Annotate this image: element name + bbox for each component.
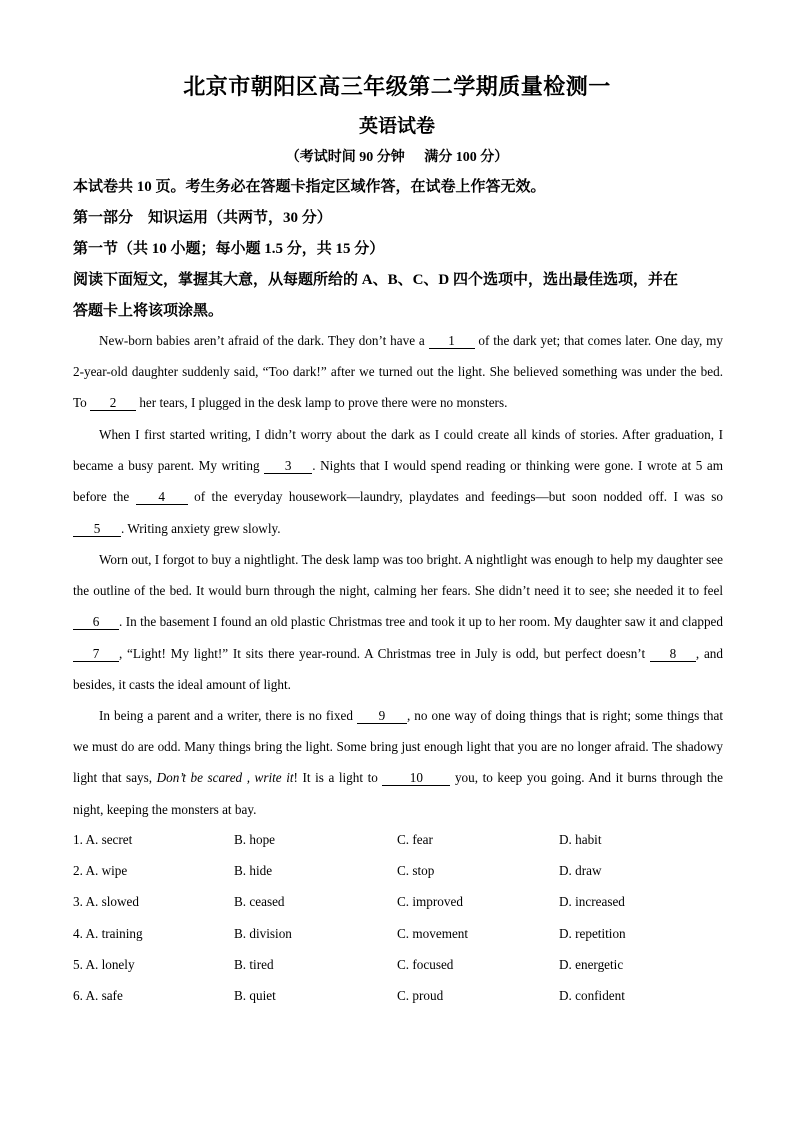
- blank-3: 3: [264, 459, 312, 474]
- exam-meta: [0, 146, 794, 166]
- option-c: C. fear: [397, 832, 433, 847]
- passage-text: . In the basement I found an old plastic Christmas tree and took it up to her room. My daughter saw it and clapped: [119, 614, 723, 630]
- option-c: C. movement: [397, 925, 469, 941]
- blank-5: 5: [73, 522, 121, 537]
- option-d: D. draw: [559, 863, 602, 879]
- passage-text: . Writing anxiety grew slowly.: [121, 520, 281, 536]
- passage-text: Worn out, I forgot to buy a nightlight. The desk lamp was too bright. A nightlight was enough to help my daughter see the outline of the bed. It would burn through the night, calming her fears. She didn’t need it to see; she needed it to feel: [73, 552, 723, 599]
- subject-title: 英语试卷: [358, 116, 435, 137]
- option-c: C. stop: [397, 863, 435, 879]
- option-d: D. repetition: [559, 925, 626, 941]
- option-b: B. hope: [234, 832, 276, 847]
- passage-text: In being a parent and a writer, there is no fixed: [99, 708, 357, 723]
- section-heading: 第一节（共 10 小题；每小题 1.5 分，共 15 分）: [73, 241, 385, 257]
- option-a: 6. A. safe: [73, 987, 123, 1003]
- option-d: D. confident: [559, 987, 625, 1003]
- passage-text: New-born babies aren’t afraid of the dark. They don’t have a: [99, 333, 429, 348]
- blank-6: 6: [73, 615, 119, 630]
- passage-paragraph-4: [73, 700, 723, 825]
- option-a: 4. A. training: [73, 925, 143, 941]
- option-d: D. habit: [559, 832, 602, 847]
- passage-text: , and besides, it casts the ideal amount of light.: [73, 645, 723, 692]
- option-d: D. energetic: [559, 956, 624, 972]
- option-c: C. focused: [397, 956, 454, 972]
- option-a: 3. A. slowed: [73, 894, 139, 910]
- time-info: （考试时间 90 分钟: [285, 150, 405, 165]
- passage-text: ! It is a light to: [293, 770, 383, 786]
- option-a: 2. A. wipe: [73, 863, 128, 879]
- question-row: [73, 857, 733, 888]
- blank-2: 2: [90, 396, 136, 411]
- option-d: D. increased: [559, 894, 625, 910]
- blank-1: 1: [429, 334, 475, 349]
- question-row: [73, 951, 733, 982]
- question-row: [73, 888, 733, 919]
- blank-4: 4: [136, 490, 188, 505]
- passage-paragraph-3: [73, 544, 723, 700]
- blank-7: 7: [73, 647, 119, 662]
- option-b: B. hide: [234, 863, 273, 879]
- question-row: [73, 920, 733, 951]
- instruction-line: 本试卷共 10 页。考生务必在答题卡指定区域作答，在试卷上作答无效。: [73, 179, 546, 195]
- passage-paragraph-1: [73, 325, 723, 419]
- passage-text: of the everyday housework—laundry, playdates and feedings—but soon nodded off. I was so: [187, 489, 723, 505]
- option-b: B. division: [234, 925, 292, 941]
- directions-line-2: 答题卡上将该项涂黑。: [73, 303, 224, 319]
- directions-line-1: 阅读下面短文，掌握其大意，从每题所给的 A、B、C、D 四个选项中，选出最佳选项，并在: [73, 272, 679, 288]
- passage-paragraph-2: [73, 419, 723, 544]
- option-b: B. tired: [234, 956, 274, 972]
- blank-9: 9: [357, 709, 407, 724]
- exam-title: 北京市朝阳区高三年级第二学期质量检测一: [183, 74, 611, 99]
- score-info: 满分 100 分）: [424, 150, 509, 165]
- blank-10: 10: [382, 771, 450, 786]
- option-a: 5. A. lonely: [73, 956, 135, 972]
- blank-8: 8: [650, 647, 696, 662]
- passage-text: , “Light! My light!” It sits there year-round. A Christmas tree in July is odd, but perfect doesn’t: [119, 645, 650, 661]
- passage-text: . Nights that I would spend reading or thinking were gone. I wrote at 5 am before the: [73, 458, 723, 505]
- quote-text: Don’t be scared , write it: [156, 770, 294, 786]
- passage-text: you, to keep you going. And it burns through the night, keeping the monsters at bay.: [73, 770, 723, 817]
- passage-text: When I first started writing, I didn’t worry about the dark as I could create all kinds of stories. After graduation, I became a busy parent. My writing: [73, 427, 723, 474]
- passage-text: her tears, I plugged in the desk lamp to prove there were no monsters.: [136, 395, 508, 411]
- option-b: B. ceased: [234, 894, 285, 910]
- passage-text: , no one way of doing things that is right; some things that we must do are odd. Many things bring the light. Some bring just enough light that you are no longer afraid. The shadowy light that says,: [73, 708, 724, 786]
- option-c: C. improved: [397, 894, 463, 910]
- option-a: 1. A. secret: [73, 832, 133, 847]
- option-b: B. quiet: [234, 987, 276, 1003]
- passage-text: of the dark yet; that comes later. One day, my 2-year-old daughter suddenly said, “Too dark!” after we turned out the light. She believed something was under the bed. To: [73, 333, 723, 411]
- question-options: [73, 826, 733, 1013]
- option-c: C. proud: [397, 987, 444, 1003]
- question-row: [73, 826, 733, 857]
- question-row: [73, 982, 733, 1013]
- part-heading: 第一部分 知识运用（共两节，30 分）: [73, 210, 332, 226]
